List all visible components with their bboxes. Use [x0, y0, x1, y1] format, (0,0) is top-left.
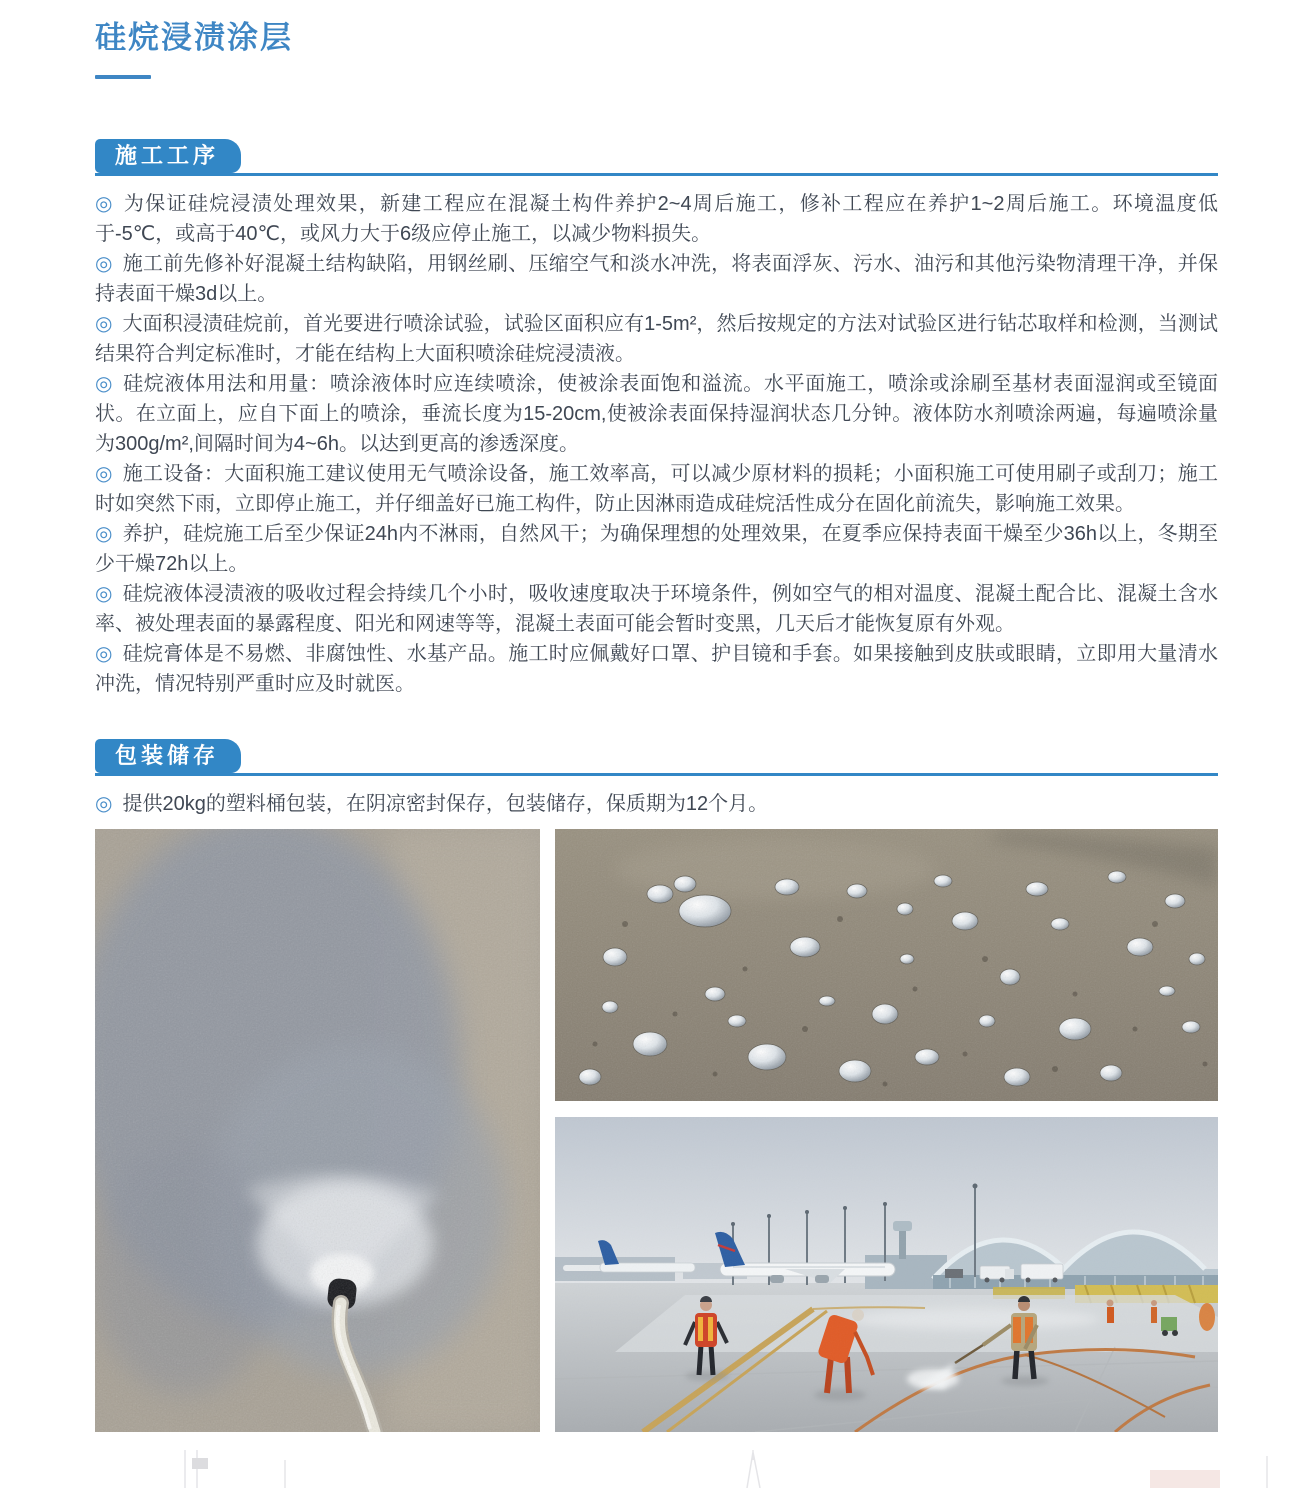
- section-header-construction-procedure: [95, 139, 1218, 176]
- bullet-paragraph: [95, 249, 1218, 309]
- bullet-text: 硅烷膏体是不易燃、非腐蚀性、水基产品。施工时应佩戴好口罩、护目镜和手套。如果接触到皮肤或眼睛，立即用大量清水冲洗，情况特别严重时应及时就医。: [95, 643, 1219, 695]
- bullseye-bullet-icon: ◎: [95, 313, 113, 335]
- bullet-paragraph: [95, 789, 1218, 819]
- airport-apron-spray-image: [555, 1117, 1218, 1432]
- bullseye-bullet-icon: ◎: [95, 643, 113, 665]
- bullseye-bullet-icon: ◎: [95, 463, 113, 485]
- bullet-paragraph: [95, 309, 1218, 369]
- bullet-paragraph: [95, 369, 1218, 459]
- section-tab-label: 包装储存: [95, 739, 241, 773]
- bullseye-bullet-icon: ◎: [95, 793, 113, 815]
- bullet-paragraph: [95, 189, 1218, 249]
- bullet-text: 为保证硅烷浸渍处理效果，新建工程应在混凝土构件养护2~4周后施工，修补工程应在养护1~2周后施工。环境温度低于-5℃，或高于40℃，或风力大于6级应停止施工，以减少物料损失。: [95, 193, 1218, 245]
- bullseye-bullet-icon: ◎: [95, 253, 113, 275]
- bullet-paragraph: [95, 459, 1218, 519]
- section-tab-label: 施工工序: [95, 139, 241, 173]
- concrete-wall-spray-photo: [95, 829, 540, 1432]
- right-photo-column: [555, 829, 1218, 1432]
- bullseye-bullet-icon: ◎: [95, 523, 113, 545]
- bullet-paragraph: [95, 639, 1218, 699]
- construction-procedure-bullet-list: [95, 189, 1218, 699]
- bullseye-bullet-icon: ◎: [95, 373, 114, 395]
- title-underline-dash: [95, 75, 151, 79]
- bullseye-bullet-icon: ◎: [95, 193, 114, 215]
- section-header-packaging-storage: [95, 739, 1218, 776]
- bullet-text: 养护，硅烷施工后至少保证24h内不淋雨，自然风干；为确保理想的处理效果，在夏季应保持表面干燥至少36h以上，冬期至少干燥72h以上。: [95, 523, 1218, 575]
- bullet-text: 硅烷液体用法和用量：喷涂液体时应连续喷涂，使被涂表面饱和溢流。水平面施工，喷涂或涂刷至基材表面湿润或至镜面状。在立面上，应自下面上的喷涂，垂流长度为15-20cm,使被涂表面保持湿润状态几分钟。液体防水剂喷涂两遍，每遍喷涂量为300g/m²,间隔时间为4~6h。以达到更高的渗透深度。: [95, 373, 1219, 455]
- bullet-paragraph: [95, 519, 1218, 579]
- packaging-storage-bullet-list: [95, 789, 1218, 819]
- bullseye-bullet-icon: ◎: [95, 583, 113, 605]
- bullet-paragraph: [95, 579, 1218, 639]
- page-content: [0, 12, 1290, 1432]
- page-title: 硅烷浸渍涂层: [95, 20, 293, 55]
- bottom-faint-graphic: [0, 1450, 1290, 1488]
- water-beading-photo: [555, 829, 1218, 1101]
- bullet-text: 施工设备：大面积施工建议使用无气喷涂设备，施工效率高，可以减少原材料的损耗；小面积施工可使用刷子或刮刀；施工时如突然下雨，立即停止施工，并仔细盖好已施工构件，防止因淋雨造成硅烷活性成分在固化前流失，影响施工效果。: [95, 463, 1219, 515]
- photo-grid: [95, 829, 1218, 1432]
- bullet-text: 施工前先修补好混凝土结构缺陷，用钢丝刷、压缩空气和淡水冲洗，将表面浮灰、污水、油污和其他污染物清理干净，并保持表面干燥3d以上。: [95, 253, 1219, 305]
- bullet-text: 提供20kg的塑料桶包装，在阴凉密封保存，包装储存，保质期为12个月。: [122, 793, 769, 815]
- airport-apron-spray-photo: [555, 1117, 1218, 1432]
- concrete-wall-spray-image: [95, 829, 540, 1432]
- bullet-text: 大面积浸渍硅烷前，首光要进行喷涂试验，试验区面积应有1-5m²，然后按规定的方法对试验区进行钻芯取样和检测，当测试结果符合判定标准时，才能在结构上大面积喷涂硅烷浸渍液。: [95, 313, 1218, 365]
- bullet-text: 硅烷液体浸渍液的吸收过程会持续几个小时，吸收速度取决于环境条件，例如空气的相对温度、混凝土配合比、混凝土含水率、被处理表面的暴露程度、阳光和网速等等，混凝土表面可能会暂时变黑，几天后才能恢复原有外观。: [95, 583, 1219, 635]
- water-beading-image: [555, 829, 1218, 1101]
